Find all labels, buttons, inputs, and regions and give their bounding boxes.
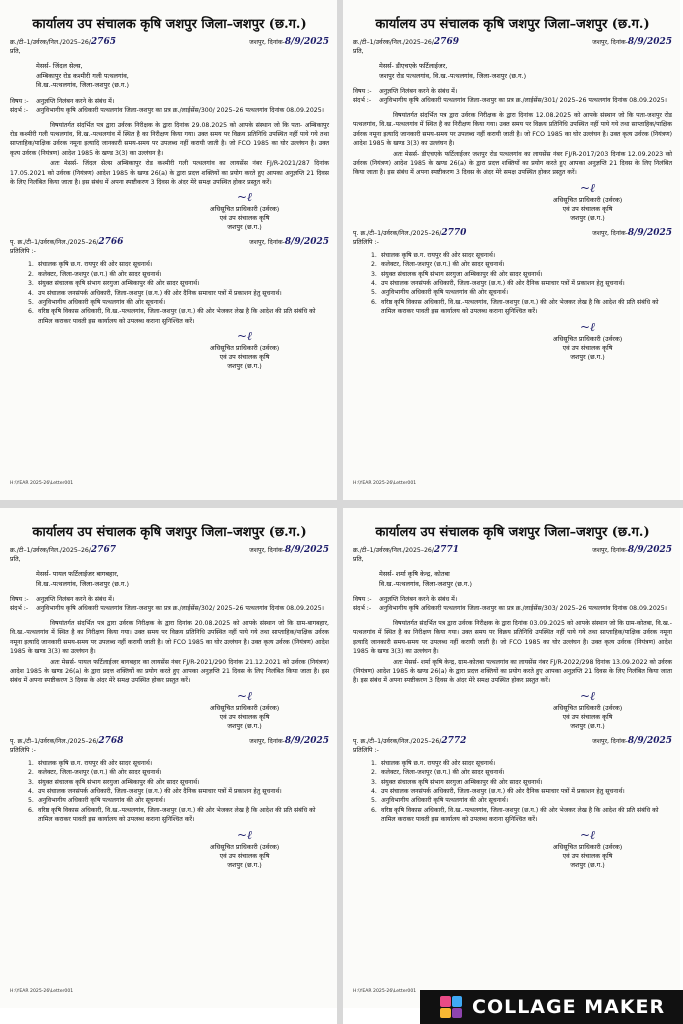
copy-item [371, 787, 672, 796]
subject-text: अनुज्ञप्ति निलंबन करने के संबंध में। [36, 97, 115, 105]
copy-ref-number: 2768 [98, 735, 124, 746]
text-line: एवं उप संचालक कृषि [562, 343, 613, 352]
text-line: एवं उप संचालक कृषि [219, 712, 270, 721]
copy-item-number: 6. [371, 806, 377, 814]
text-line: मेसर्स- डीएचएके फर्टिलाईजर, [379, 62, 448, 70]
reference-label: संदर्भ :- [353, 605, 372, 612]
letter-ref-row [353, 545, 672, 555]
copy-item [371, 288, 672, 297]
signature-mark: ~ℓ [236, 688, 253, 703]
body-paragraph: अतः मेसर्स- जिंदल सेल्स अम्बिकापुर रोड कश्मीरी गली पत्थलगांव का लायसेंस नंबर FJ/R-2021/287 दिनांक 17.05.2021 को उर्वरक (नियंत्रण) आदेश 1985 के खण्ड 26(a) के द्वारा प्रदत्त शक्तियों का प्रयोग करते हुए आपका अनुज्ञप्ति 21 दिवस के लिए निलंबित किया जाता है। इस संबंध में अपना स्पष्टीकरण 3 दिवस के अंदर मेरे समक्ष उपस्थित होकर प्रस्तुत करें। [10, 160, 329, 186]
copy-date: 8/9/2025 [627, 227, 672, 238]
copy-item-text: संयुक्त संचालक कृषि संभाग सरगुजा अम्बिकापुर की ओर सादर सूचनार्थ। [381, 778, 543, 786]
copy-item [28, 298, 329, 307]
copy-item-text: संचालक कृषि छ.ग. रायपुर की ओर सादर सूचनार्थ। [38, 261, 153, 269]
copy-item [371, 270, 672, 279]
collage-maker-watermark [420, 990, 683, 1024]
copy-item-text: अनुविभागीय अधिकारी कृषि पत्थलगांव की ओर सूचनार्थ। [38, 797, 166, 805]
place-date-label: जशपुर, दिनांक- [592, 39, 628, 46]
signature-mark: ~ℓ [579, 180, 596, 195]
copy-place-date-label: जशपुर, दिनांक- [592, 229, 628, 237]
signature-block-2 [160, 329, 329, 371]
signature-mark-2: ~ℓ [236, 329, 253, 344]
subject-block [353, 595, 672, 613]
copy-item-text: कलेक्टर, जिला-जशपुर (छ.ग.) की ओर सादर सूचनार्थ। [38, 769, 162, 777]
signature-mark: ~ℓ [579, 688, 596, 703]
text-line: जशपुर (छ.ग.) [570, 352, 605, 361]
copy-item-number: 2. [28, 769, 34, 777]
letter-body [353, 619, 672, 686]
text-line: वि.ख.-पत्थलगांव, जिला-जशपुर (छ.ग.) [36, 81, 130, 89]
prati-label: प्रति, [353, 48, 364, 55]
file-path-footer: H:\YEAR 2025-26\Letter001 [10, 989, 74, 994]
copy-item-text: उप संचालक जनसंपर्क अधिकारी, जिला-जशपुर (छ.ग.) की ओर दैनिक समाचार पत्रों में प्रकाशन हेतु सूचनार्थ। [381, 280, 625, 288]
copy-ref-number: 2770 [441, 227, 467, 238]
text-line: जशपुर (छ.ग.) [227, 721, 262, 730]
text-line: एवं उप संचालक कृषि [562, 851, 613, 860]
prati-label: प्रति, [353, 556, 364, 563]
copy-item-text: अनुविभागीय अधिकारी कृषि पत्थलगांव की ओर सूचनार्थ। [381, 289, 509, 297]
letter-ref-number: 2767 [90, 545, 116, 555]
copy-item-number: 3. [28, 778, 34, 786]
text-line: जशपुर रोड पत्थलगांव, वि.ख.-पत्थलगांव, जिला-जशपुर (छ.ग.) [379, 71, 527, 80]
copy-date: 8/9/2025 [284, 237, 329, 248]
signature-mark-2: ~ℓ [579, 827, 596, 842]
signature-mark: ~ℓ [236, 190, 253, 205]
letter-ref-number: 2769 [433, 37, 459, 47]
copy-item-text: वरिष्ठ कृषि विकास अधिकारी, वि.ख.-पत्थलगांव, जिला-जशपुर (छ.ग.) की ओर भेजकर लेख है कि आदेश की प्रति संबंधि को तामिल कराकर पावती इस कार्यालय को उपलब्ध कराना सुनिश्चित करें। [381, 298, 659, 316]
copy-item [371, 806, 672, 825]
logo-tile [452, 1008, 463, 1019]
copy-item-text: संचालक कृषि छ.ग. रायपुर की ओर सादर सूचनार्थ। [38, 759, 153, 767]
copy-item-text: कलेक्टर, जिला-जशपुर (छ.ग.) की ओर सादर सूचनार्थ। [381, 261, 505, 269]
copy-item [28, 289, 329, 298]
prati-label: प्रति, [10, 556, 21, 563]
copy-item-number: 2. [28, 270, 34, 278]
reference-text: अनुविभागीय कृषि अधिकारी पत्थलगांव जिला-जशपुर का प्रत्र क्र./लाईसेंस/301/ 2025–26 पत्थलगांव दिनांक 08.09.2025। [379, 97, 667, 104]
file-path-footer: H:\YEAR 2025-26\Letter001 [353, 481, 417, 486]
copy-item-number: 3. [371, 778, 377, 786]
letter-body [10, 619, 329, 686]
copy-item [371, 279, 672, 288]
copy-item-text: संचालक कृषि छ.ग. रायपुर की ओर सादर सूचनार्थ। [381, 251, 496, 259]
copy-ref: पृ. क्र./टी–1/उर्वरक/निल./2025–26/ [353, 737, 442, 745]
copy-item-text: संयुक्त संचालक कृषि संभाग सरगुजा अम्बिकापुर की ओर सादर सूचनार्थ। [38, 280, 200, 288]
copy-item-number: 4. [28, 788, 34, 796]
letter-ref: क्र./टी–1/उर्वरक/निल./2025–26/ [10, 547, 91, 554]
text-line: अधिसूचित प्राधिकारी (उर्वरक) [552, 842, 623, 851]
signature-block-2 [503, 827, 672, 870]
letter-date: 8/9/2025 [627, 37, 672, 47]
letter-sheet [0, 508, 337, 1008]
copy-ref: पृ. क्र./टी–1/उर्वरक/निल./2025–26/ [353, 229, 442, 237]
copy-item [371, 778, 672, 787]
copy-item [28, 270, 329, 279]
text-line: अधिसूचित प्राधिकारी (उर्वरक) [552, 195, 623, 204]
text-line: अधिसूचित प्राधिकारी (उर्वरक) [209, 344, 280, 353]
file-path-footer: H:\YEAR 2025-26\Letter001 [353, 989, 417, 994]
copy-item-number: 6. [28, 308, 34, 316]
pratilipi-label: प्रतिलिपि :- [353, 238, 379, 246]
copy-item-number: 3. [371, 270, 377, 278]
pratilipi-label: प्रतिलिपि :- [10, 248, 36, 256]
prati-label: प्रति, [10, 48, 21, 55]
copy-ref-row [353, 736, 672, 746]
copy-list [371, 251, 672, 317]
copy-item [28, 307, 329, 326]
subject-block [10, 595, 329, 613]
copy-item-text: कलेक्टर, जिला-जशपुर (छ.ग.) की ओर सादर सूचनार्थ। [38, 270, 162, 278]
copy-item-text: वरिष्ठ कृषि विकास अधिकारी, वि.ख.-पत्थलगांव, जिला-जशपुर (छ.ग.) की ओर भेजकर लेख है कि आदेश की प्रति संबंधि को तामिल कराकर पावती इस कार्यालय को उपलब्ध कराना सुनिश्चित करें। [38, 308, 316, 325]
signature-mark-2: ~ℓ [236, 827, 253, 842]
copy-ref: पृ. क्र./टी–1/उर्वरक/निल./2025–26/ [10, 737, 99, 745]
copy-date: 8/9/2025 [627, 735, 672, 746]
copy-ref-row [10, 237, 329, 247]
copy-item-number: 5. [28, 797, 34, 805]
reference-label: संदर्भ :- [10, 605, 29, 612]
text-line: मेसर्स- शर्मा कृषि केन्द्र, कोतबा [379, 570, 450, 578]
subject-label: विषय :- [10, 596, 29, 603]
body-paragraph: अतः मेसर्स- पायल फर्टिलाईजर बागबहार का लायसेंस नंबर FJ/R-2021/290 दिनांक 21.12.2021 को उर्वरक (नियंत्रण) आदेश 1985 के खण्ड 26(a) के द्वारा प्रदत्त शक्तियों का प्रयोग करते हुए आपका अनुज्ञप्ति 21 दिवस के लिए निलंबित किया जाता है। इस संबंध में अपना स्पष्टीकरण 3 दिवस के अंदर मेरे समक्ष उपस्थित होकर प्रस्तुत करें। [10, 658, 329, 685]
letter-sheet [0, 0, 337, 500]
copy-item-number: 4. [371, 788, 377, 796]
copy-item [28, 787, 329, 796]
letter-date: 8/9/2025 [284, 37, 329, 47]
letter-ref: क्र./टी–1/उर्वरक/निल./2025–26/ [353, 39, 434, 46]
signature-block [503, 180, 672, 223]
body-paragraph: अतः मेसर्स- डीएचएके फर्टिलाईजर जशपुर रोड पत्थलगांव का लायसेंस नंबर FJ/R-2017/203 दिनांक 12.09.2023 को उर्वरक (नियंत्रण) आदेश 1985 के खण्ड 26(a) के द्वारा प्रदत्त शक्तियों का प्रयोग करते हुए आपका अनुज्ञप्ति 21 दिवस के लिए निलंबित किया जाता है। इस संबंध में अपना स्पष्टीकरण 3 दिवस के अंदर मेरे समक्ष उपस्थित होकर प्रस्तुत करें। [353, 150, 672, 177]
copy-list [28, 759, 329, 825]
reference-text: अनुविभागीय कृषि अधिकारी पत्थलगांव जिला-जशपुर का प्रत्र क्र./लाईसेंस/300/ 2025–26 पत्थलगांव दिनांक 08.09.2025। [36, 106, 324, 114]
subject-label: विषय :- [10, 97, 29, 105]
copy-place-date-label: जशपुर, दिनांक- [249, 239, 285, 247]
copy-item-number: 5. [28, 298, 34, 306]
text-line: अधिसूचित प्राधिकारी (उर्वरक) [552, 334, 623, 343]
copy-list [371, 759, 672, 825]
place-date-label: जशपुर, दिनांक- [249, 39, 285, 46]
subject-block [353, 87, 672, 105]
copy-list [28, 260, 329, 326]
copy-item [371, 298, 672, 317]
text-line: एवं उप संचालक कृषि [219, 353, 270, 362]
letter-ref-number: 2765 [90, 37, 116, 47]
copy-item-number: 4. [28, 289, 34, 297]
copy-item-text: उप संचालक जनसंपर्क अधिकारी, जिला-जशपुर (छ.ग.) की ओर दैनिक समाचार पत्रों में प्रकाशन हेतु सूचनार्थ। [38, 289, 282, 297]
letter-sheet [343, 508, 680, 1008]
addressee [36, 570, 329, 589]
text-line: एवं उप संचालक कृषि [562, 712, 613, 721]
text-line: अधिसूचित प्राधिकारी (उर्वरक) [209, 205, 280, 214]
file-path-footer: H:\YEAR 2025-26\Letter001 [10, 481, 74, 486]
signature-block [160, 688, 329, 731]
copy-item [28, 260, 329, 269]
copy-item-text: संयुक्त संचालक कृषि संभाग सरगुजा अम्बिकापुर की ओर सादर सूचनार्थ। [381, 270, 543, 278]
copy-item [371, 768, 672, 777]
copy-ref: पृ. क्र./टी–1/उर्वरक/निल./2025–26/ [10, 239, 99, 247]
copy-item-text: कलेक्टर, जिला-जशपुर (छ.ग.) की ओर सादर सूचनार्थ। [381, 769, 505, 777]
copy-item-text: अनुविभागीय अधिकारी कृषि पत्थलगांव की ओर सूचनार्थ। [38, 298, 166, 306]
copy-date: 8/9/2025 [284, 735, 329, 746]
signature-block-2 [160, 827, 329, 870]
letter-body [353, 111, 672, 178]
body-paragraph: विषयांतर्गत संदर्भित पत्र द्वारा उर्वरक निरीक्षक के द्वारा दिनांक 29.08.2025 को आपके संस्थान जो कि पता- अम्बिकापुर रोड कश्मीरी गली पत्थलगांव, वि.ख.-पत्थलगांव में स्थित है का निरीक्षण किया गया। उक्त समय पर विक्रय प्रतिनिधि उपस्थित नहीं पाये गये तथा साप्ताहिक/पाक्षिक उर्वरक नमूना इत्यादि जानकारी समय-समय पर उपलब्ध नहीं करायी जाती है। जो FCO 1985 का घोर उल्लंघन है। उक्त कृत्य उर्वरक (नियंत्रण) आदेश 1985 के खण्ड 3(3) का उल्लंघन है। [10, 121, 329, 157]
subject-label: विषय :- [353, 596, 372, 603]
text-line: जशपुर (छ.ग.) [227, 860, 262, 869]
letter-ref-row [10, 545, 329, 555]
office-title: कार्यालय उप संचालक कृषि जशपुर जिला–जशपुर (छ.ग.) [375, 17, 650, 32]
copy-item [28, 279, 329, 288]
text-line: वि.ख.-पत्थलगांव, जिला-जशपुर (छ.ग.) [36, 579, 130, 588]
letter-date: 8/9/2025 [627, 545, 672, 555]
copy-item [371, 796, 672, 805]
letter-ref-row [353, 37, 672, 47]
text-line: जशपुर (छ.ग.) [570, 721, 605, 730]
reference-text: अनुविभागीय कृषि अधिकारी पत्थलगांव जिला-जशपुर का प्रत्र क्र./लाईसेंस/303/ 2025–26 पत्थलगांव दिनांक 08.09.2025। [379, 605, 667, 612]
copy-item [371, 260, 672, 269]
text-line: अधिसूचित प्राधिकारी (उर्वरक) [552, 703, 623, 712]
text-line: एवं उप संचालक कृषि [562, 204, 613, 213]
copy-item-number: 3. [28, 280, 34, 288]
reference-text: अनुविभागीय कृषि अधिकारी पत्थलगांव जिला-जशपुर का प्रत्र क्र./लाईसेंस/302/ 2025–26 पत्थलगांव दिनांक 08.09.2025। [36, 605, 324, 612]
copy-item-text: उप संचालक जनसंपर्क अधिकारी, जिला-जशपुर (छ.ग.) की ओर दैनिक समाचार पत्रों में प्रकाशन हेतु सूचनार्थ। [381, 788, 625, 796]
copy-place-date-label: जशपुर, दिनांक- [592, 737, 628, 745]
reference-label: संदर्भ :- [353, 97, 372, 104]
copy-item [28, 796, 329, 805]
subject-text: अनुज्ञप्ति निलंबन करने के संबंध में। [379, 596, 458, 603]
subject-label: विषय :- [353, 88, 372, 95]
signature-block [503, 688, 672, 731]
copy-item-number: 5. [371, 797, 377, 805]
subject-block [10, 97, 329, 115]
copy-item-text: वरिष्ठ कृषि विकास अधिकारी, वि.ख.-पत्थलगांव, जिला-जशपुर (छ.ग.) की ओर भेजकर लेख है कि आदेश की प्रति संबंधि को तामिल कराकर पावती इस कार्यालय को उपलब्ध कराना सुनिश्चित करें। [38, 806, 316, 824]
collage-grid-icon [440, 996, 462, 1018]
reference-label: संदर्भ :- [10, 106, 29, 114]
text-line: जशपुर (छ.ग.) [570, 213, 605, 222]
watermark-text: COLLAGE MAKER [472, 996, 666, 1018]
letter-ref: क्र./टी–1/उर्वरक/निल./2025–26/ [353, 547, 434, 554]
copy-item [28, 768, 329, 777]
body-paragraph: विषयांतर्गत संदर्भित पत्र द्वारा उर्वरक निरीक्षक के द्वारा दिनांक 12.08.2025 को आपके संस्थान जो कि पता-जशपुर रोड पत्थलगांव, वि.ख.-पत्थलगांव में स्थित है का निरीक्षण किया गया। उक्त समय पर विक्रय प्रतिनिधि उपस्थित नहीं पाये गये तथा साप्ताहिक/पाक्षिक उर्वरक नमूना इत्यादि जानकारी समय-समय पर उपलब्ध नहीं करायी जाती है। जो FCO 1985 का घोर उल्लंघन है। उक्त कृत्य उर्वरक (नियंत्रण) आदेश 1985 के खण्ड 3(3) का उल्लंघन है। [353, 112, 672, 148]
copy-item [371, 759, 672, 768]
signature-mark-2: ~ℓ [579, 319, 596, 334]
copy-item [28, 806, 329, 825]
copy-item-number: 1. [371, 759, 377, 767]
signature-block-2 [503, 319, 672, 362]
text-line: एवं उप संचालक कृषि [219, 214, 270, 223]
text-line: अधिसूचित प्राधिकारी (उर्वरक) [209, 842, 280, 851]
addressee [379, 62, 672, 81]
copy-item-text: संचालक कृषि छ.ग. रायपुर की ओर सादर सूचनार्थ। [381, 759, 496, 767]
letter-ref: क्र./टी–1/उर्वरक/निल./2025–26/ [10, 39, 91, 46]
body-paragraph: अतः मेसर्स- शर्मा कृषि केन्द्र, ग्राम-कोतबा पत्थलगांव का लायसेंस नंबर FJ/R-2022/298 दिनांक 13.09.2022 को उर्वरक (नियंत्रण) आदेश 1985 के खण्ड 26(a) के द्वारा प्रदत्त शक्तियों का प्रयोग करते हुए आपका अनुज्ञप्ति 21 दिवस के लिए निलंबित किया जाता है। इस संबंध में अपना स्पष्टीकरण 3 दिवस के अंदर मेरे समक्ष उपस्थित होकर प्रस्तुत करें। [353, 658, 672, 685]
logo-tile [440, 996, 451, 1007]
addressee [379, 570, 672, 589]
text-line: जशपुर (छ.ग.) [227, 223, 262, 232]
letter-sheet [343, 0, 680, 500]
copy-ref-number: 2772 [441, 735, 467, 746]
copy-ref-row [353, 228, 672, 238]
copy-ref-row [10, 736, 329, 746]
place-date-label: जशपुर, दिनांक- [592, 547, 628, 554]
text-line: जशपुर (छ.ग.) [570, 860, 605, 869]
text-line: मेसर्स- जिंदल सेल्स, [36, 62, 83, 70]
copy-item-number: 2. [371, 769, 377, 777]
office-title: कार्यालय उप संचालक कृषि जशपुर जिला–जशपुर (छ.ग.) [32, 17, 307, 32]
text-line: अधिसूचित प्राधिकारी (उर्वरक) [209, 703, 280, 712]
text-line: अम्बिकापुर रोड कश्मीरी गली पत्थलगांव, [36, 71, 129, 80]
body-paragraph: विषयांतर्गत संदर्भित पत्र द्वारा उर्वरक निरीक्षक के द्वारा दिनांक 20.08.2025 को आपके संस्थान जो कि ग्राम-बागबहार, वि.ख.-पत्थलगांव में स्थित है का निरीक्षण किया गया। उक्त समय पर विक्रय प्रतिनिधि उपस्थित नहीं पाये गये तथा साप्ताहिक/पाक्षिक उर्वरक नमूना इत्यादि जानकारी समय-समय पर उपलब्ध नहीं करायी जाती है। जो FCO 1985 का घोर उल्लंघन है। उक्त कृत्य उर्वरक (नियंत्रण) आदेश 1985 के खण्ड 3(3) का उल्लंघन है। [10, 620, 329, 656]
collage-divider-horizontal [0, 500, 683, 508]
text-line: जशपुर (छ.ग.) [227, 362, 262, 371]
text-line: वि.ख.-पत्थलगांव, जिला-जशपुर (छ.ग.) [379, 579, 473, 588]
addressee [36, 62, 329, 91]
copy-place-date-label: जशपुर, दिनांक- [249, 737, 285, 745]
logo-tile [440, 1008, 451, 1019]
letter-date: 8/9/2025 [284, 545, 329, 555]
pratilipi-label: प्रतिलिपि :- [353, 746, 379, 754]
letter-ref-number: 2771 [433, 545, 459, 555]
copy-item-text: संयुक्त संचालक कृषि संभाग सरगुजा अम्बिकापुर की ओर सादर सूचनार्थ। [38, 778, 200, 786]
text-line: एवं उप संचालक कृषि [219, 851, 270, 860]
letter-body [10, 121, 329, 188]
copy-item-number: 1. [371, 251, 377, 259]
copy-item [371, 251, 672, 260]
copy-item-text: वरिष्ठ कृषि विकास अधिकारी, वि.ख.-पत्थलगांव, जिला-जशपुर (छ.ग.) की ओर भेजकर लेख है कि आदेश की प्रति संबंधि को तामिल कराकर पावती इस कार्यालय को उपलब्ध कराना सुनिश्चित करें। [381, 806, 659, 824]
copy-item-number: 1. [28, 759, 34, 767]
signature-block [160, 190, 329, 232]
letter-ref-row [10, 37, 329, 47]
copy-item-text: अनुविभागीय अधिकारी कृषि पत्थलगांव की ओर सूचनार्थ। [381, 797, 509, 805]
place-date-label: जशपुर, दिनांक- [249, 547, 285, 554]
pratilipi-label: प्रतिलिपि :- [10, 746, 36, 754]
office-title: कार्यालय उप संचालक कृषि जशपुर जिला–जशपुर (छ.ग.) [375, 525, 650, 540]
copy-item-number: 5. [371, 289, 377, 297]
copy-item-number: 6. [28, 806, 34, 814]
copy-item-number: 1. [28, 261, 34, 269]
subject-text: अनुज्ञप्ति निलंबन करने के संबंध में। [379, 88, 458, 95]
office-title: कार्यालय उप संचालक कृषि जशपुर जिला–जशपुर (छ.ग.) [32, 525, 307, 540]
copy-item [28, 759, 329, 768]
copy-item-number: 6. [371, 298, 377, 306]
copy-item-number: 4. [371, 280, 377, 288]
copy-item-number: 2. [371, 261, 377, 269]
body-paragraph: विषयांतर्गत संदर्भित पत्र द्वारा उर्वरक निरीक्षक के द्वारा दिनांक 03.09.2025 को आपके संस्थान जो कि ग्राम-कोतबा, वि.ख.-पत्थलगांव में स्थित है का निरीक्षण किया गया। उक्त समय पर विक्रय प्रतिनिधि उपस्थित नहीं पाये गये तथा साप्ताहिक/पाक्षिक उर्वरक नमूना इत्यादि जानकारी समय-समय पर उपलब्ध नहीं करायी जाती है। जो FCO 1985 का घोर उल्लंघन है। उक्त कृत्य उर्वरक (नियंत्रण) आदेश 1985 के खण्ड 3(3) का उल्लंघन है। [353, 620, 672, 656]
subject-text: अनुज्ञप्ति निलंबन करने के संबंध में। [36, 596, 115, 603]
logo-tile [452, 996, 463, 1007]
copy-item-text: उप संचालक जनसंपर्क अधिकारी, जिला-जशपुर (छ.ग.) की ओर दैनिक समाचार पत्रों में प्रकाशन हेतु सूचनार्थ। [38, 788, 282, 796]
text-line: मेसर्स- पायल फर्टिलाईजर बागबहार, [36, 570, 119, 578]
copy-item [28, 778, 329, 787]
copy-ref-number: 2766 [98, 237, 124, 248]
